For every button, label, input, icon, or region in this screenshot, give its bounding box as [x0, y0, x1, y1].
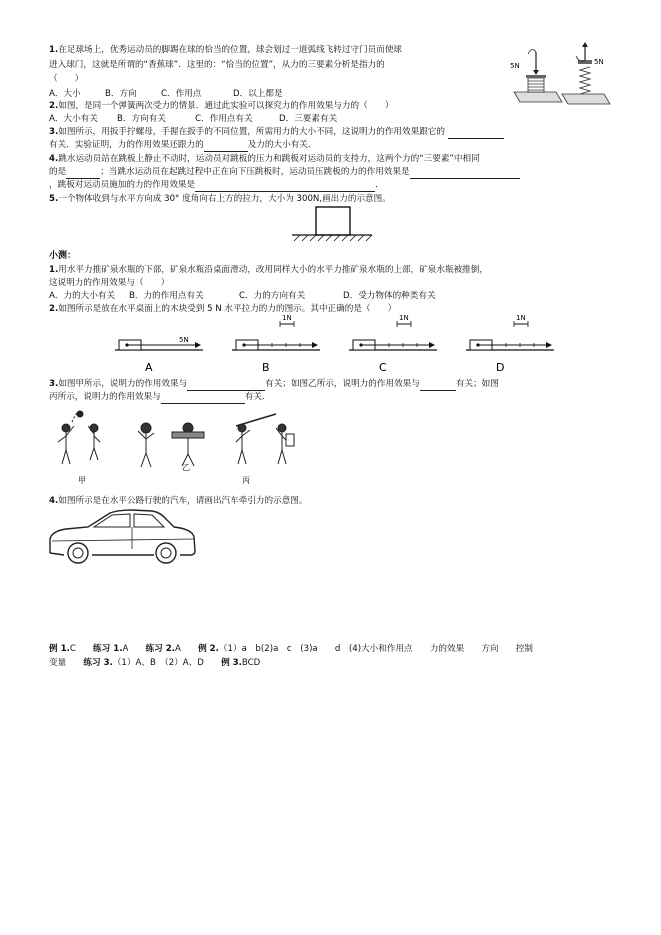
spring-left-label: 5N	[510, 62, 520, 70]
quiz-q3-text-2b: 有关．	[244, 392, 271, 402]
answer-value: （1）A、B （2）A、D	[112, 658, 222, 668]
q4-blank-3[interactable]	[195, 180, 375, 192]
quiz-q1-options	[49, 290, 436, 303]
option-letter: D	[496, 361, 505, 374]
option-letter: B	[262, 361, 270, 374]
answer-label: 例 3.	[221, 658, 242, 668]
quiz-q3-blank-2[interactable]	[420, 379, 456, 391]
q1-number: 1.	[49, 45, 59, 55]
quiz-q1-option-c: C．力的方向有关	[239, 291, 306, 301]
q4-text-1: 跳水运动员站在跳板上静止不动时，运动员对跳板的压力和跳板对运动员的支持力，这两个力的“三要素”中相同	[58, 154, 480, 164]
force-point	[242, 343, 245, 346]
q1-option-a: A．大小	[49, 89, 81, 99]
q2-option-a: A．大小有关	[49, 114, 98, 124]
q5-ground-hatch	[294, 235, 372, 241]
force-point	[476, 343, 479, 346]
quiz-q1-option-d: D．受力物体的种类有关	[343, 291, 436, 301]
q1-text-2: 进入球门，这就是所谓的“香蕉球”．这里的：“恰当的位置”，从力的三要素分析是指力的	[49, 60, 385, 70]
q4-line2	[49, 166, 520, 179]
q4-line1	[49, 153, 480, 166]
q1-text-1: 在足球场上，优秀运动员的脚踢在球的恰当的位置，球会划过一道弧线飞转过守门员而使球	[58, 45, 403, 55]
quiz-q3-text-1b: 有关；如图乙所示，说明力的作用效果与	[265, 379, 420, 389]
spring-right-label: 5N	[594, 58, 604, 66]
q3-text-2b: 及力的大小有关．	[247, 140, 317, 150]
answer-value: A	[122, 644, 146, 654]
option-letter: C	[379, 361, 387, 374]
force-arrow-head	[312, 342, 318, 348]
quiz-q3-blank-1[interactable]	[187, 379, 265, 391]
quiz-q1-option-a: A．力的大小有关	[49, 291, 116, 301]
quiz-q3-text-2a: 丙所示，说明力的作用效果与	[49, 392, 161, 402]
quiz-heading: 小测：	[49, 251, 77, 261]
quiz-q4-text: 如图所示是在水平公路行驶的汽车，请画出汽车牵引力的示意图。	[58, 496, 308, 506]
scale-label: 1N	[399, 314, 409, 322]
quiz-q1-number: 1.	[49, 265, 59, 275]
quiz-q3-line1	[49, 378, 499, 391]
force-diagram-option-d[interactable]	[466, 312, 556, 374]
answer-value: （1）a b(2)a c (3)a d (4)大小和作用点 力的效果 方向 控制	[218, 644, 533, 654]
answers-line1	[49, 643, 533, 656]
force-label: 5N	[179, 336, 189, 344]
q2-option-d: D．三要素有关	[279, 114, 338, 124]
quiz-q1-line1	[49, 264, 488, 277]
quiz-q3-number: 3.	[49, 379, 59, 389]
q1-paren: （ ）	[49, 74, 84, 84]
figure-yi	[138, 423, 204, 467]
q4-blank-1[interactable]	[66, 167, 100, 179]
scale-label: 1N	[282, 314, 292, 322]
q5-text: 一个物体收到与水平方向成 30° 度角向右上方的拉力，大小为 300N,画出力的示意图。	[58, 194, 391, 204]
answer-value: A	[175, 644, 199, 654]
force-diagram-option-b[interactable]	[232, 312, 322, 374]
q5-block	[316, 207, 350, 235]
force-diagram-option-c[interactable]	[349, 312, 439, 374]
q4-text-3b: ．	[375, 180, 384, 190]
q2-option-c: C．作用点有关	[195, 114, 253, 124]
q3-blank-2[interactable]	[204, 140, 248, 152]
quiz-q4-line	[49, 495, 307, 508]
q2-text: 如图，是同一个弹簧两次受力的情景．通过此实验可以探究力的作用效果与力的（ ）	[58, 101, 394, 111]
quiz-q2-line	[49, 303, 396, 316]
answer-label: 练习 1.	[93, 644, 123, 654]
force-arrow-head	[195, 342, 201, 348]
q3-line2	[49, 139, 316, 152]
q4-blank-2[interactable]	[410, 167, 520, 179]
figure-label-bing: 丙	[242, 476, 250, 485]
force-point	[125, 343, 128, 346]
q3-number: 3.	[49, 127, 59, 137]
force-diagram-option-a[interactable]	[115, 312, 205, 374]
answers-line2	[49, 657, 260, 670]
q2-number: 2.	[49, 101, 59, 111]
q1-option-d: D．以上都是	[233, 89, 283, 99]
q3-line1	[49, 126, 504, 139]
figure-bing	[236, 414, 294, 464]
quiz-q3-text-1c: 有关；如图	[455, 379, 499, 389]
quiz-q3-blank-3[interactable]	[161, 392, 245, 404]
q2-options	[49, 113, 337, 126]
q4-text-2b: ；当跳水运动员在起跳过程中正在向下压跳板时，运动员压跳板的力的作用效果是	[100, 167, 410, 177]
q1-option-b: B．方向	[105, 89, 137, 99]
figure-label-jia: 甲	[78, 476, 86, 485]
quiz-q1-text-1: 用水平力推矿泉水瓶的下部，矿泉水瓶沿桌面滑动，改用同样大小的水平力推矿泉水瓶的上部，矿泉水瓶被推倒，	[58, 265, 488, 275]
q3-blank-1[interactable]	[448, 127, 504, 139]
answer-value: C	[69, 644, 94, 654]
spring-compressed	[514, 49, 562, 102]
q4-text-3a: ，跳板对运动员施加的力的作用效果是	[49, 180, 196, 190]
quiz-q1-option-b: B．力的作用点有关	[129, 291, 204, 301]
spring-stretched	[562, 42, 610, 104]
q4-line3	[49, 179, 384, 192]
q1-line2	[49, 59, 385, 72]
q4-number: 4.	[49, 154, 59, 164]
quiz-q3-line2	[49, 391, 271, 404]
answer-value: 变量	[49, 658, 84, 668]
people-figures	[46, 406, 316, 486]
q5-block-figure	[290, 205, 375, 245]
car-figure	[48, 509, 198, 565]
spring-figure	[510, 44, 610, 106]
force-arrow-head	[429, 342, 435, 348]
q3-text-1: 如图所示，用扳手拧螺母，手握在扳手的不同位置，所需用力的大小不同，这说明力的作用效果跟它的	[58, 127, 445, 137]
quiz-q2-text: 如图所示是放在水平桌面上的木块受到 5 N 水平拉力的力的图示。其中正确的是（ ）	[58, 304, 397, 314]
q2-option-b: B．方向有关	[117, 114, 166, 124]
scale-label: 1N	[516, 314, 526, 322]
figure-jia	[58, 411, 100, 464]
option-letter: A	[145, 361, 153, 374]
quiz-q4-number: 4.	[49, 496, 59, 506]
figure-label-yi: 乙	[182, 463, 190, 472]
q2-line	[49, 100, 393, 113]
q5-number: 5.	[49, 194, 59, 204]
quiz-q1-line2: 这说明力的作用效果与（ ）	[49, 278, 170, 288]
answer-label: 练习 2.	[145, 644, 175, 654]
q3-text-2a: 有关．实验证明，力的作用效果还跟力的	[49, 140, 204, 150]
answer-value: BCD	[241, 658, 261, 668]
force-point	[359, 343, 362, 346]
quiz-q2-number: 2.	[49, 304, 59, 314]
answer-label: 例 2.	[198, 644, 219, 654]
q1-option-c: C．作用点	[161, 89, 202, 99]
q4-text-2a: 的是	[49, 167, 67, 177]
q1-line1	[49, 44, 402, 57]
quiz-q3-text-1a: 如图甲所示，说明力的作用效果与	[58, 379, 188, 389]
force-arrow-head	[546, 342, 552, 348]
answer-label: 练习 3.	[83, 658, 113, 668]
answer-label: 例 1.	[49, 644, 70, 654]
